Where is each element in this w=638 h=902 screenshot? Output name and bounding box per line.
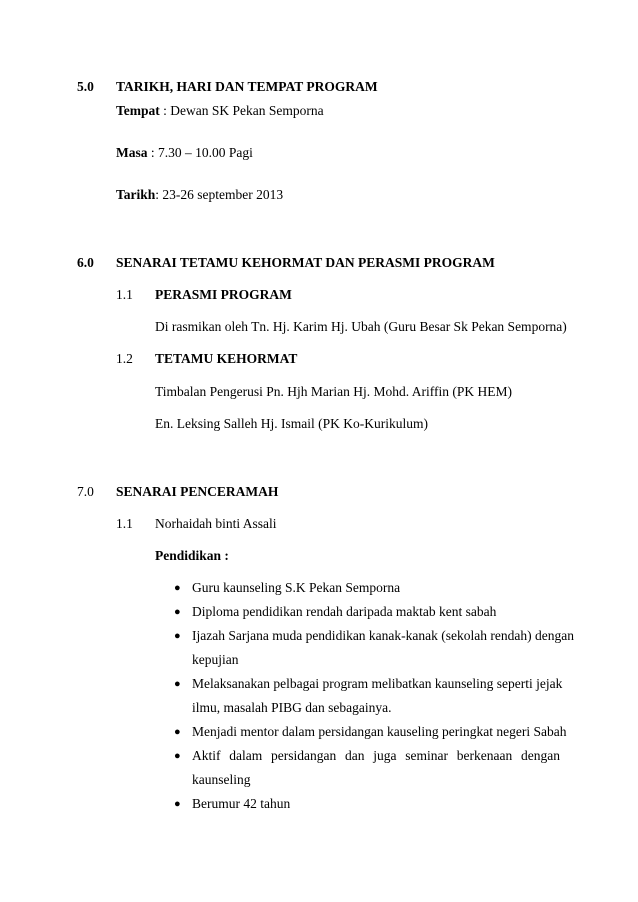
bullet-text-6-cont: kaunseling — [192, 772, 251, 787]
bullet-text-1: Guru kaunseling S.K Pekan Semporna — [192, 580, 401, 595]
bullet-icon: ● — [174, 582, 181, 594]
tarikh-value: : 23-26 september 2013 — [155, 187, 284, 202]
bullet-text-4: Melaksanakan pelbagai program melibatkan kaunseling seperti jejak — [192, 676, 563, 691]
subsection-number-7-1: 1.1 — [116, 516, 133, 531]
subsection-number-6-2: 1.2 — [116, 351, 133, 366]
section-number-7: 7.0 — [77, 484, 94, 499]
bullet-text-3-cont: kepujian — [192, 652, 239, 667]
bullet-text-5: Menjadi mentor dalam persidangan kauseling peringkat negeri Sabah — [192, 724, 567, 739]
section-title-7: SENARAI PENCERAMAH — [116, 484, 279, 499]
speaker-name: Norhaidah binti Assali — [155, 516, 277, 531]
tarikh-line — [116, 187, 283, 203]
subsection-number-6-1: 1.1 — [116, 287, 133, 302]
bullet-icon: ● — [174, 630, 181, 642]
subsection-title-perasmi: PERASMI PROGRAM — [155, 287, 292, 302]
bullet-icon: ● — [174, 798, 181, 810]
masa-label: Masa — [116, 145, 148, 160]
bullet-text-6: Aktif dalam persidangan dan juga seminar berkenaan dengan — [192, 748, 560, 763]
section-title-5: TARIKH, HARI DAN TEMPAT PROGRAM — [116, 79, 378, 94]
section-number-5: 5.0 — [77, 79, 94, 94]
bullet-text-3: Ijazah Sarjana muda pendidikan kanak-kanak (sekolah rendah) dengan — [192, 628, 574, 643]
bullet-text-4-cont: ilmu, masalah PIBG dan sebagainya. — [192, 700, 392, 715]
tempat-line — [116, 103, 324, 119]
section-number-6: 6.0 — [77, 255, 94, 270]
tetamu-line-2: En. Leksing Salleh Hj. Ismail (PK Ko-Kurikulum) — [155, 416, 428, 431]
tempat-value: : Dewan SK Pekan Semporna — [159, 103, 324, 118]
tarikh-label: Tarikh — [116, 187, 156, 202]
bullet-icon: ● — [174, 726, 181, 738]
bullet-text-2: Diploma pendidikan rendah daripada maktab kent sabah — [192, 604, 497, 619]
section-title-6: SENARAI TETAMU KEHORMAT DAN PERASMI PROGRAM — [116, 255, 495, 270]
perasmi-text: Di rasmikan oleh Tn. Hj. Karim Hj. Ubah (Guru Besar Sk Pekan Semporna) — [155, 319, 567, 334]
bullet-text-7: Berumur 42 tahun — [192, 796, 291, 811]
bullet-icon: ● — [174, 678, 181, 690]
subsection-title-tetamu: TETAMU KEHORMAT — [155, 351, 298, 366]
masa-value: : 7.30 – 10.00 Pagi — [147, 145, 253, 160]
bullet-icon: ● — [174, 606, 181, 618]
tetamu-line-1: Timbalan Pengerusi Pn. Hjh Marian Hj. Mohd. Ariffin (PK HEM) — [155, 384, 512, 399]
pendidikan-label: Pendidikan : — [155, 548, 229, 563]
masa-line — [116, 145, 253, 161]
bullet-icon: ● — [174, 750, 181, 762]
tempat-label: Tempat — [116, 103, 160, 118]
